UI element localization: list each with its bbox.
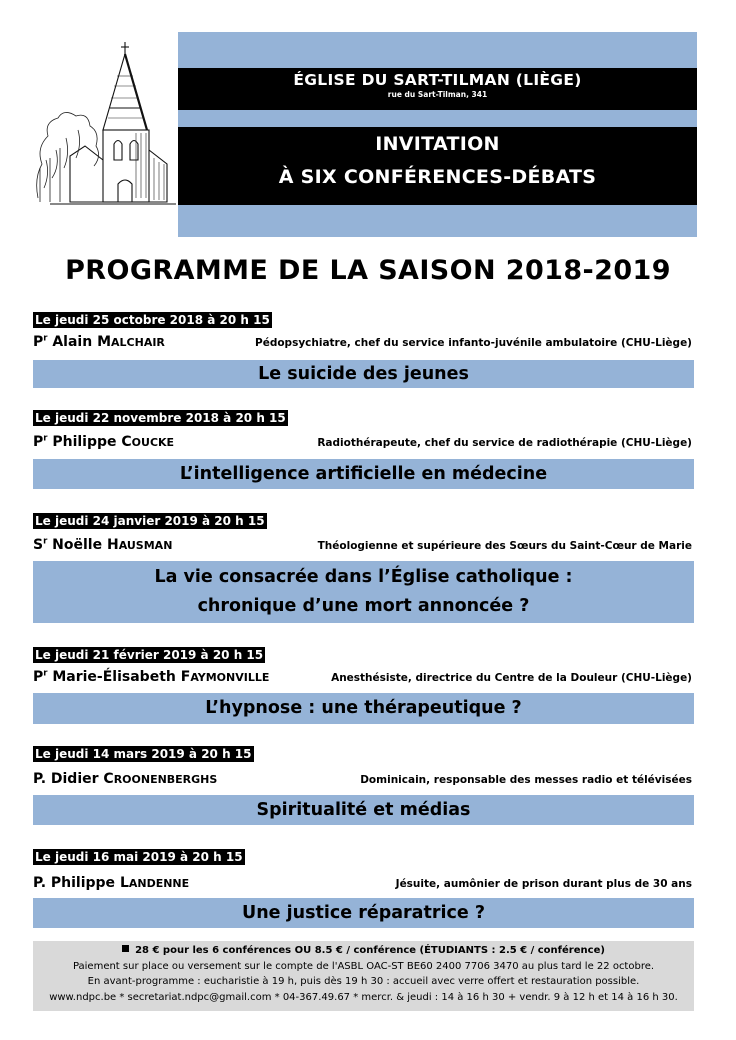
conference-date: Le jeudi 24 janvier 2019 à 20 h 15 — [35, 514, 265, 528]
conference-date: Le jeudi 16 mai 2019 à 20 h 15 — [35, 850, 243, 864]
invitation-band — [178, 127, 697, 205]
speaker-name: $P^r$ Philippe COUCKE — [33, 433, 175, 450]
venue-name: ÉGLISE DU SART-TILMAN (LIÈGE) — [293, 71, 582, 89]
conference-topic: La vie consacrée dans l’Église catholique : chronique d’une mort annoncée ? — [33, 561, 694, 623]
conference-topic: Le suicide des jeunes — [33, 360, 694, 388]
footer-info — [33, 941, 694, 1011]
square-bullet-icon — [122, 945, 129, 952]
conference-topic: Une justice réparatrice ? — [33, 898, 694, 928]
payment-text: Paiement sur place ou versement sur le compte de l'ASBL OAC-ST BE60 2400 7706 3470 au plus tard le 22 octobre. — [72, 960, 655, 972]
church-illustration — [30, 38, 180, 210]
invitation-heading: INVITATION — [375, 133, 500, 155]
speaker-role: Jésuite, aumônier de prison durant plus de 30 ans — [395, 878, 692, 890]
page-title: PROGRAMME DE LA SAISON 2018-2019 — [65, 255, 671, 286]
speaker-role: Dominicain, responsable des messes radio et télévisées — [360, 774, 692, 786]
speaker-role: Radiothérapeute, chef du service de radiothérapie (CHU-Liège) — [317, 437, 692, 449]
conference-topic: Spiritualité et médias — [33, 795, 694, 825]
conference-date: Le jeudi 22 novembre 2018 à 20 h 15 — [35, 411, 286, 425]
conference-topic: L’hypnose : une thérapeutique ? — [33, 693, 694, 724]
venue-band — [178, 68, 697, 110]
speaker-name: P. Philippe LANDENNE — [33, 875, 190, 891]
speaker-name: $P^r$ Marie-Élisabeth FAYMONVILLE — [33, 668, 270, 685]
venue-address: rue du Sart-Tilman, 341 — [387, 90, 488, 99]
speaker-role: Théologienne et supérieure des Sœurs du Saint-Cœur de Marie — [317, 540, 692, 552]
invitation-subheading: À SIX CONFÉRENCES-DÉBATS — [278, 166, 597, 188]
speaker-role: Anesthésiste, directrice du Centre de la Douleur (CHU-Liège) — [331, 672, 692, 684]
speaker-name: $P^r$ Alain MALCHAIR — [33, 333, 165, 350]
conference-date: Le jeudi 14 mars 2019 à 20 h 15 — [35, 747, 252, 761]
speaker-role: Pédopsychiatre, chef du service infanto-juvénile ambulatoire (CHU-Liège) — [255, 337, 692, 349]
speaker-name: $S^r$ Noëlle HAUSMAN — [33, 536, 173, 553]
conference-topic: L’intelligence artificielle en médecine — [33, 459, 694, 489]
speaker-name: P. Didier CROONENBERGHS — [33, 771, 218, 787]
conference-date: Le jeudi 21 février 2019 à 20 h 15 — [35, 648, 264, 662]
conference-date: Le jeudi 25 octobre 2018 à 20 h 15 — [35, 313, 270, 327]
pricing-text: 28 € pour les 6 conférences OU 8.5 € / conférence (ÉTUDIANTS : 2.5 € / conférence) — [135, 945, 605, 956]
preprogram-text: En avant-programme : eucharistie à 19 h, puis dès 19 h 30 : accueil avec verre offert et restauration possible. — [87, 976, 640, 988]
contact-text: www.ndpc.be * secretariat.ndpc@gmail.com * 04-367.49.67 * mercr. & jeudi : 14 à 16 h 30 + vendr. 9 à 12 h et 14 à 16 h 30. — [49, 991, 678, 1003]
